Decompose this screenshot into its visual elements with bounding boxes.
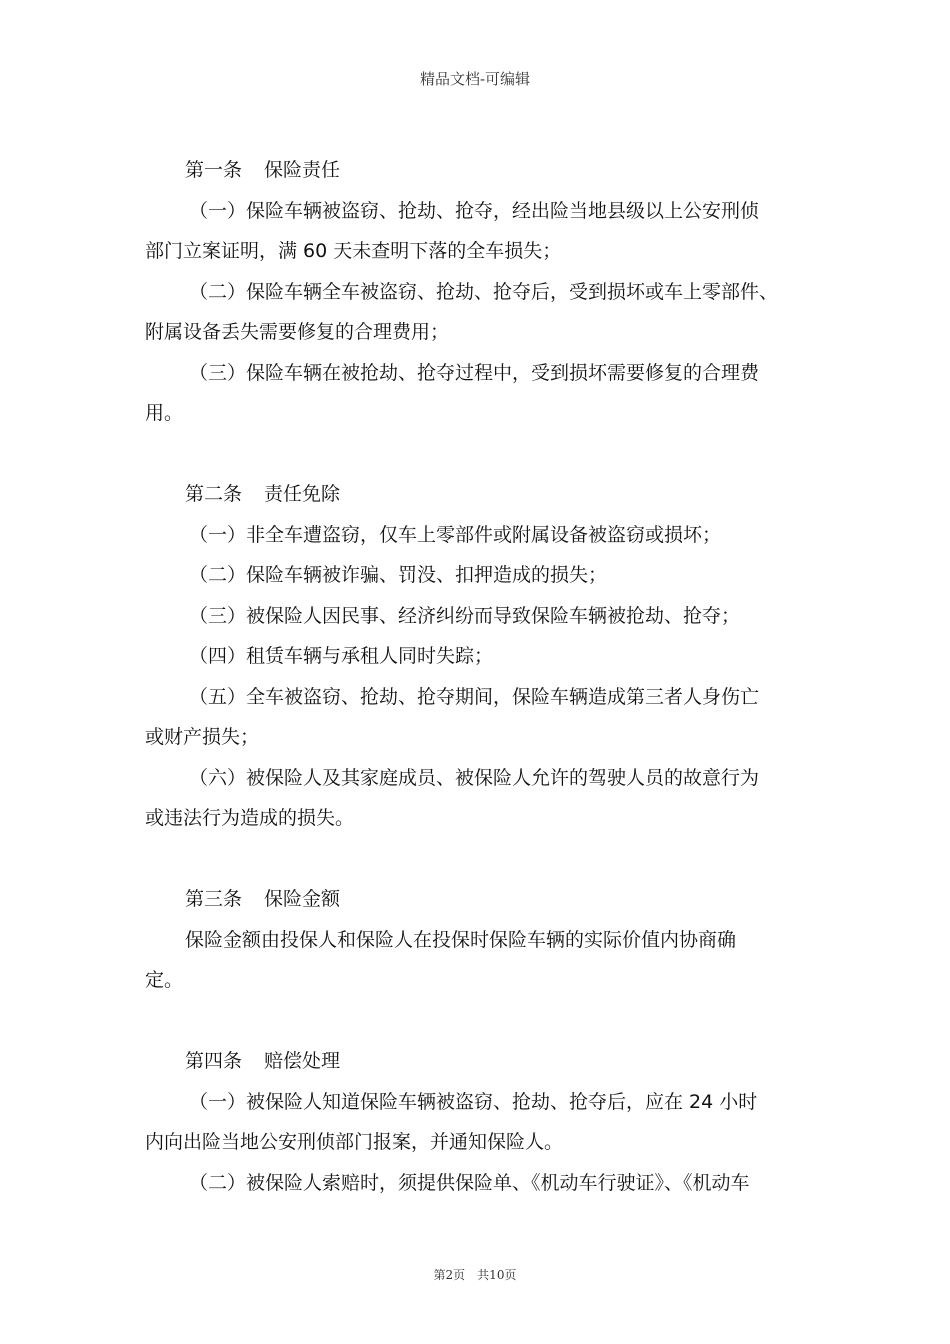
paragraph-line: （二）保险车辆全车被盗窃、抢劫、抢夺后，受到损坏或车上零部件、 — [189, 280, 779, 303]
paragraph-line: （五）全车被盗窃、抢劫、抢夺期间，保险车辆造成第三者人身伤亡 — [189, 685, 760, 708]
article-number: 第二条 — [185, 483, 243, 505]
article-number: 第四条 — [185, 1050, 243, 1072]
document-body — [145, 150, 810, 1203]
section-heading — [145, 879, 810, 920]
paragraph-line: （二）被保险人索赔时，须提供保险单、《机动车行驶证》、《机动车 — [189, 1171, 750, 1194]
paragraph-line: （三）保险车辆在被抢劫、抢夺过程中，受到损坏需要修复的合理费 — [189, 361, 760, 384]
paragraph-line: 部门立案证明，满 60 天未查明下落的全车损失； — [145, 240, 562, 262]
paragraph-line: 或财产损失； — [145, 726, 260, 748]
paragraph-line: 附属设备丢失需要修复的合理费用； — [145, 321, 450, 343]
article-title: 保险责任 — [264, 159, 341, 181]
section-spacer — [145, 839, 810, 880]
section-spacer — [145, 434, 810, 475]
page-footer: 第2页 共10页 — [433, 1268, 517, 1282]
article-title: 责任免除 — [264, 483, 341, 505]
paragraph-line: 保险金额由投保人和保险人在投保时保险车辆的实际价值内协商确 — [185, 928, 737, 951]
paragraph-line: （四）租赁车辆与承租人同时失踪； — [189, 645, 494, 667]
paragraph-line: 定。 — [145, 969, 184, 991]
page-header: 精品文档-可编辑 — [419, 70, 531, 88]
section-heading — [145, 150, 810, 191]
article-title: 赔偿处理 — [264, 1050, 341, 1072]
paragraph-line: 或违法行为造成的损失。 — [145, 807, 355, 829]
article-title: 保险金额 — [264, 888, 341, 910]
paragraph-line: （三）被保险人因民事、经济纠纷而导致保险车辆被抢劫、抢夺； — [189, 604, 741, 627]
section-heading — [145, 1041, 810, 1082]
section-spacer — [145, 1001, 810, 1042]
paragraph-line: 内向出险当地公安刑侦部门报案，并通知保险人。 — [145, 1131, 564, 1153]
section-heading — [145, 474, 810, 515]
paragraph-line: 用。 — [145, 402, 184, 424]
paragraph-line: （一）被保险人知道保险车辆被盗窃、抢劫、抢夺后，应在 24 小时 — [189, 1090, 758, 1113]
paragraph-line: （一）保险车辆被盗窃、抢劫、抢夺，经出险当地县级以上公安刑侦 — [189, 199, 760, 222]
paragraph-line: （二）保险车辆被诈骗、罚没、扣押造成的损失； — [189, 564, 608, 586]
paragraph-line: （一）非全车遭盗窃，仅车上零部件或附属设备被盗窃或损坏； — [189, 523, 722, 546]
paragraph-line: （六）被保险人及其家庭成员、被保险人允许的驾驶人员的故意行为 — [189, 766, 760, 789]
article-number: 第三条 — [185, 888, 243, 910]
article-number: 第一条 — [185, 159, 243, 181]
